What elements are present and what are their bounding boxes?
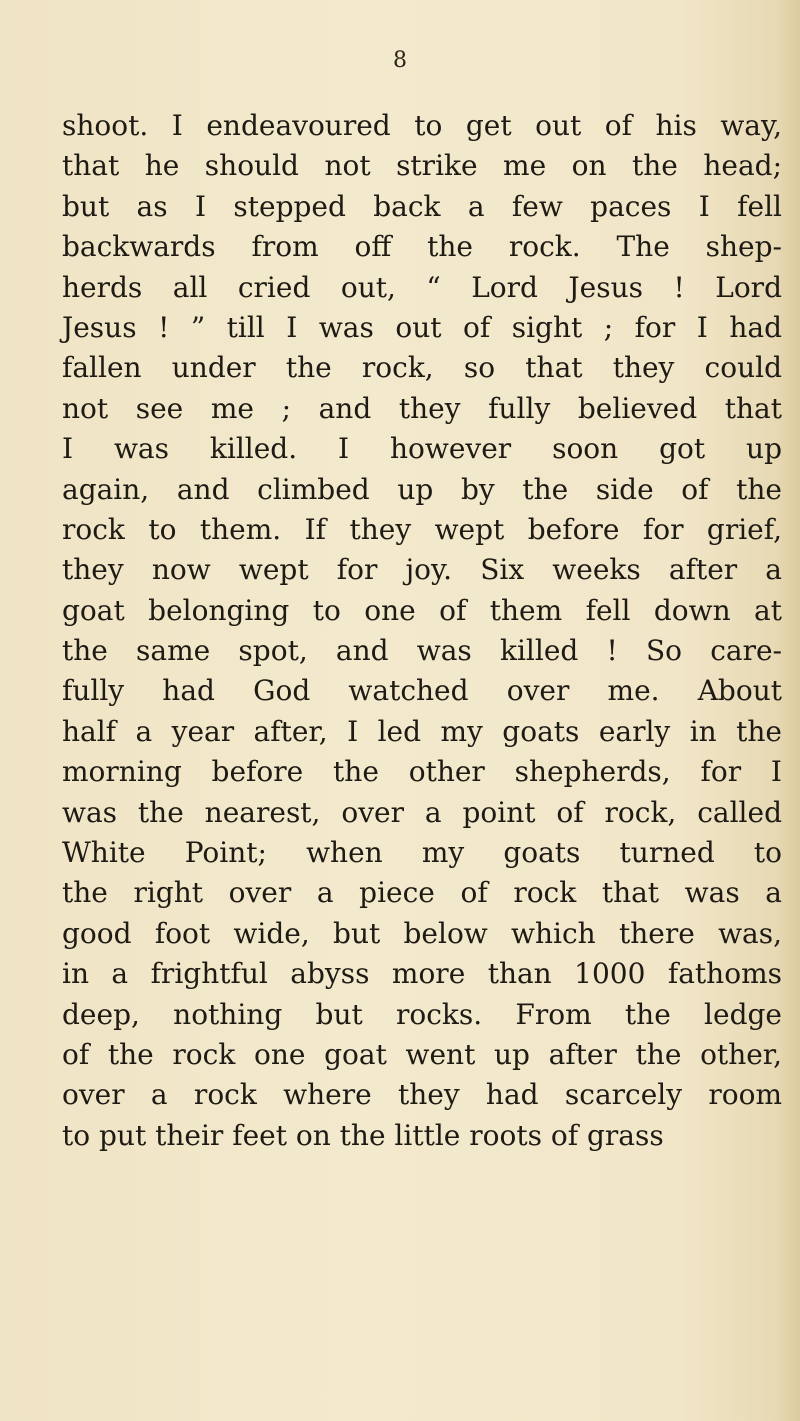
text-line: not see me ; and they fully believed that [62, 391, 782, 425]
text-line: morning before the other shepherds, for I [62, 755, 782, 789]
text-line: I was killed. I however soon got up [62, 432, 782, 466]
text-line: half a year after, I led my goats early in the [62, 714, 782, 748]
text-line: deep, nothing but rocks. From the ledge [62, 997, 782, 1031]
text-line: was the nearest, over a point of rock, called [62, 795, 782, 829]
text-line: in a frightful abyss more than 1000 fathoms [62, 957, 782, 991]
text-line: again, and climbed up by the side of the [62, 472, 782, 506]
text-line: rock to them. If they wept before for grief, [62, 512, 782, 546]
text-line: but as I stepped back a few paces I fell [62, 189, 782, 223]
text-line: fallen under the rock, so that they could [62, 351, 782, 385]
text-line: to put their feet on the little roots of grass [62, 1118, 664, 1152]
text-line: they now wept for joy. Six weeks after a [62, 553, 782, 587]
text-line: herds all cried out, “ Lord Jesus ! Lord [62, 270, 782, 304]
text-line: that he should not strike me on the head; [62, 149, 782, 183]
text-line: fully had God watched over me. About [62, 674, 782, 708]
text-line: goat belonging to one of them fell down at [62, 593, 782, 627]
text-line: the same spot, and was killed ! So care- [62, 634, 782, 668]
text-line: backwards from off the rock. The shep- [62, 230, 782, 264]
text-line: Jesus ! ” till I was out of sight ; for I had [62, 310, 782, 344]
text-line: White Point; when my goats turned to [62, 836, 782, 870]
text-line: shoot. I endeavoured to get out of his way, [62, 109, 782, 142]
body-text [62, 106, 782, 1156]
text-line: the right over a piece of rock that was a [62, 876, 782, 910]
text-line: of the rock one goat went up after the other, [62, 1037, 782, 1071]
text-line: over a rock where they had scarcely room [62, 1078, 782, 1112]
page-number: 8 [393, 48, 407, 73]
text-line: good foot wide, but below which there was, [62, 916, 782, 950]
